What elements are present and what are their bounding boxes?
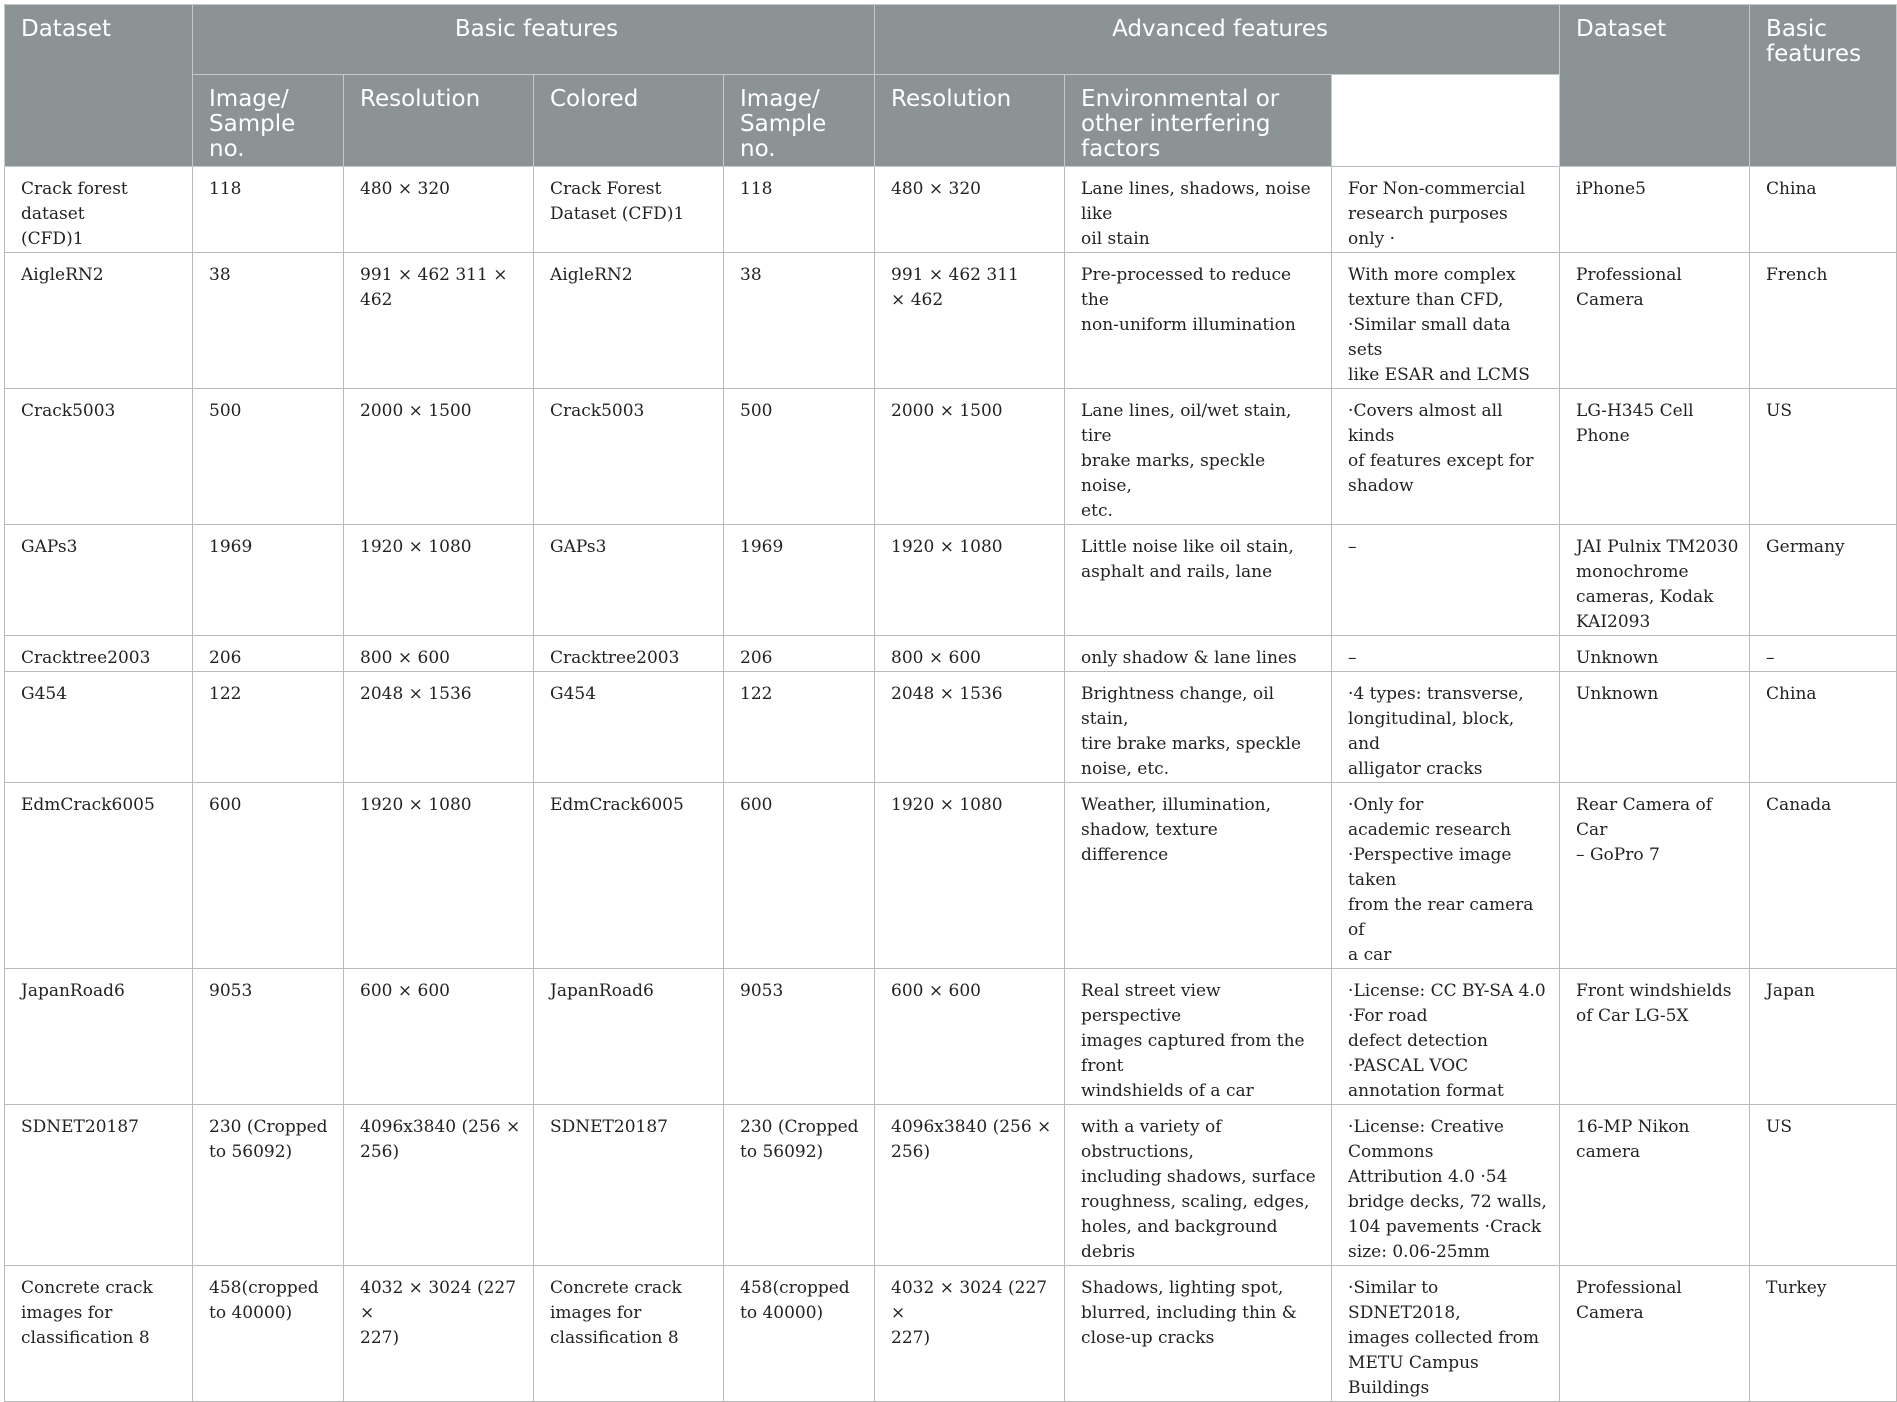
table-cell: 1920 × 1080 <box>875 783 1065 969</box>
table-cell: JAI Pulnix TM2030 monochrome cameras, Kodak KAI2093 <box>1560 525 1750 636</box>
table-cell: 16-MP Nikon camera <box>1560 1105 1750 1266</box>
table-cell: Concrete crack images for classification 8 <box>534 1266 724 1402</box>
table-cell: Professional Camera <box>1560 1266 1750 1402</box>
table-cell: 800 × 600 <box>875 636 1065 672</box>
table-row <box>5 525 1897 636</box>
subheader-cell: Colored <box>534 75 724 167</box>
table-cell: 122 <box>193 672 344 783</box>
table-row <box>5 253 1897 389</box>
table-cell: 38 <box>724 253 875 389</box>
subheader-cell: Image/ Sample no. <box>193 75 344 167</box>
table-cell: Unknown <box>1560 672 1750 783</box>
table-cell: French <box>1750 253 1897 389</box>
subheader-cell: Environmental or other interfering factors <box>1065 75 1332 167</box>
table-row <box>5 1105 1897 1266</box>
header-dataset-2: Dataset <box>1560 5 1750 167</box>
table-cell: 458(cropped to 40000) <box>193 1266 344 1402</box>
header-basic-features: Basic features <box>193 5 875 75</box>
table-cell: Lane lines, oil/wet stain, tire brake marks, speckle noise, etc. <box>1065 389 1332 525</box>
table-cell: ·Only for academic research ·Perspective image taken from the rear camera of a car <box>1332 783 1560 969</box>
table-cell: 600 <box>193 783 344 969</box>
table-cell: 2048 × 1536 <box>875 672 1065 783</box>
table-cell: only shadow & lane lines <box>1065 636 1332 672</box>
table-cell: ·License: Creative Commons Attribution 4.0 ·54 bridge decks, 72 walls, 104 pavements ·Crack size: 0.06-25mm <box>1332 1105 1560 1266</box>
table-cell: Little noise like oil stain, asphalt and rails, lane <box>1065 525 1332 636</box>
table-cell: Crack Forest Dataset (CFD)1 <box>534 167 724 253</box>
table-cell: Professional Camera <box>1560 253 1750 389</box>
table-cell: ·4 types: transverse, longitudinal, block, and alligator cracks <box>1332 672 1560 783</box>
subheader-cell: Resolution <box>875 75 1065 167</box>
table-cell: Pre-processed to reduce the non-uniform illumination <box>1065 253 1332 389</box>
table-cell: Germany <box>1750 525 1897 636</box>
table-cell: LG-H345 Cell Phone <box>1560 389 1750 525</box>
table-cell: SDNET20187 <box>534 1105 724 1266</box>
table-cell: GAPs3 <box>534 525 724 636</box>
table-cell: 1969 <box>193 525 344 636</box>
table-cell: China <box>1750 167 1897 253</box>
table-row <box>5 1266 1897 1402</box>
table-cell: Real street view perspective images captured from the front windshields of a car <box>1065 969 1332 1105</box>
table-cell: 230 (Cropped to 56092) <box>193 1105 344 1266</box>
table-cell: 4096x3840 (256 × 256) <box>344 1105 534 1266</box>
table-cell: 480 × 320 <box>344 167 534 253</box>
table-cell: Lane lines, shadows, noise like oil stain <box>1065 167 1332 253</box>
header-advanced-features: Advanced features <box>875 5 1560 75</box>
table-header <box>5 5 1897 167</box>
table-cell: 2000 × 1500 <box>344 389 534 525</box>
table-cell: With more complex texture than CFD, ·Similar small data sets like ESAR and LCMS <box>1332 253 1560 389</box>
table-cell: 9053 <box>724 969 875 1105</box>
table-cell: 9053 <box>193 969 344 1105</box>
table-cell: – <box>1332 636 1560 672</box>
table-body <box>5 167 1897 1402</box>
table-cell: China <box>1750 672 1897 783</box>
table-cell: Concrete crack images for classification 8 <box>5 1266 193 1402</box>
table-row <box>5 672 1897 783</box>
header-basic-features-2: Basic features <box>1750 5 1897 167</box>
table-cell: Brightness change, oil stain, tire brake marks, speckle noise, etc. <box>1065 672 1332 783</box>
table-cell: 122 <box>724 672 875 783</box>
table-cell: with a variety of obstructions, including shadows, surface roughness, scaling, edges, holes, and background debris <box>1065 1105 1332 1266</box>
table-cell: – <box>1332 525 1560 636</box>
table-cell: JapanRoad6 <box>534 969 724 1105</box>
table-cell: EdmCrack6005 <box>534 783 724 969</box>
table-cell: 991 × 462 311 × 462 <box>875 253 1065 389</box>
header-dataset: Dataset <box>5 5 193 167</box>
subheader-cell: Image/ Sample no. <box>724 75 875 167</box>
table-cell: 206 <box>724 636 875 672</box>
table-cell: SDNET20187 <box>5 1105 193 1266</box>
table-cell: Cracktree2003 <box>5 636 193 672</box>
table-cell: EdmCrack6005 <box>5 783 193 969</box>
table-cell: – <box>1750 636 1897 672</box>
table-cell: 206 <box>193 636 344 672</box>
datasets-table <box>4 4 1897 1402</box>
table-cell: Japan <box>1750 969 1897 1105</box>
table-cell: 600 <box>724 783 875 969</box>
table-cell: 2048 × 1536 <box>344 672 534 783</box>
table-row <box>5 636 1897 672</box>
table-cell: 500 <box>193 389 344 525</box>
table-cell: GAPs3 <box>5 525 193 636</box>
table-cell: Crack forest dataset (CFD)1 <box>5 167 193 253</box>
table-cell: 600 × 600 <box>875 969 1065 1105</box>
table-cell: 38 <box>193 253 344 389</box>
table-cell: 500 <box>724 389 875 525</box>
table-cell: Rear Camera of Car – GoPro 7 <box>1560 783 1750 969</box>
table-row <box>5 969 1897 1105</box>
table-cell: AigleRN2 <box>534 253 724 389</box>
table-cell: 480 × 320 <box>875 167 1065 253</box>
table-cell: Crack5003 <box>5 389 193 525</box>
table-cell: Crack5003 <box>534 389 724 525</box>
table-cell: ·Similar to SDNET2018, images collected from METU Campus Buildings <box>1332 1266 1560 1402</box>
table-cell: 1920 × 1080 <box>875 525 1065 636</box>
subheader-cell: Resolution <box>344 75 534 167</box>
table-cell: Cracktree2003 <box>534 636 724 672</box>
table-cell: 991 × 462 311 × 462 <box>344 253 534 389</box>
table-row <box>5 389 1897 525</box>
table-cell: 4032 × 3024 (227 × 227) <box>344 1266 534 1402</box>
table-cell: For Non-commercial research purposes only · <box>1332 167 1560 253</box>
table-cell: iPhone5 <box>1560 167 1750 253</box>
table-row <box>5 167 1897 253</box>
table-cell: US <box>1750 389 1897 525</box>
table-cell: 1969 <box>724 525 875 636</box>
table-cell: AigleRN2 <box>5 253 193 389</box>
table-cell: Turkey <box>1750 1266 1897 1402</box>
table-cell: Canada <box>1750 783 1897 969</box>
table-cell: 118 <box>193 167 344 253</box>
table-cell: 458(cropped to 40000) <box>724 1266 875 1402</box>
table-cell: 600 × 600 <box>344 969 534 1105</box>
table-cell: 4096x3840 (256 × 256) <box>875 1105 1065 1266</box>
table-row <box>5 783 1897 969</box>
table-cell: ·Covers almost all kinds of features except for shadow <box>1332 389 1560 525</box>
table-cell: Weather, illumination, shadow, texture difference <box>1065 783 1332 969</box>
table-cell: Unknown <box>1560 636 1750 672</box>
table-cell: 118 <box>724 167 875 253</box>
table-cell: G454 <box>5 672 193 783</box>
table-cell: G454 <box>534 672 724 783</box>
table-cell: 1920 × 1080 <box>344 783 534 969</box>
table-cell: ·License: CC BY-SA 4.0 ·For road defect detection ·PASCAL VOC annotation format <box>1332 969 1560 1105</box>
table-cell: Front windshields of Car LG-5X <box>1560 969 1750 1105</box>
table-cell: 1920 × 1080 <box>344 525 534 636</box>
table-cell: US <box>1750 1105 1897 1266</box>
table-cell: 2000 × 1500 <box>875 389 1065 525</box>
table-cell: JapanRoad6 <box>5 969 193 1105</box>
table-cell: 4032 × 3024 (227 × 227) <box>875 1266 1065 1402</box>
table-cell: Shadows, lighting spot, blurred, including thin & close-up cracks <box>1065 1266 1332 1402</box>
table-cell: 230 (Cropped to 56092) <box>724 1105 875 1266</box>
table-cell: 800 × 600 <box>344 636 534 672</box>
